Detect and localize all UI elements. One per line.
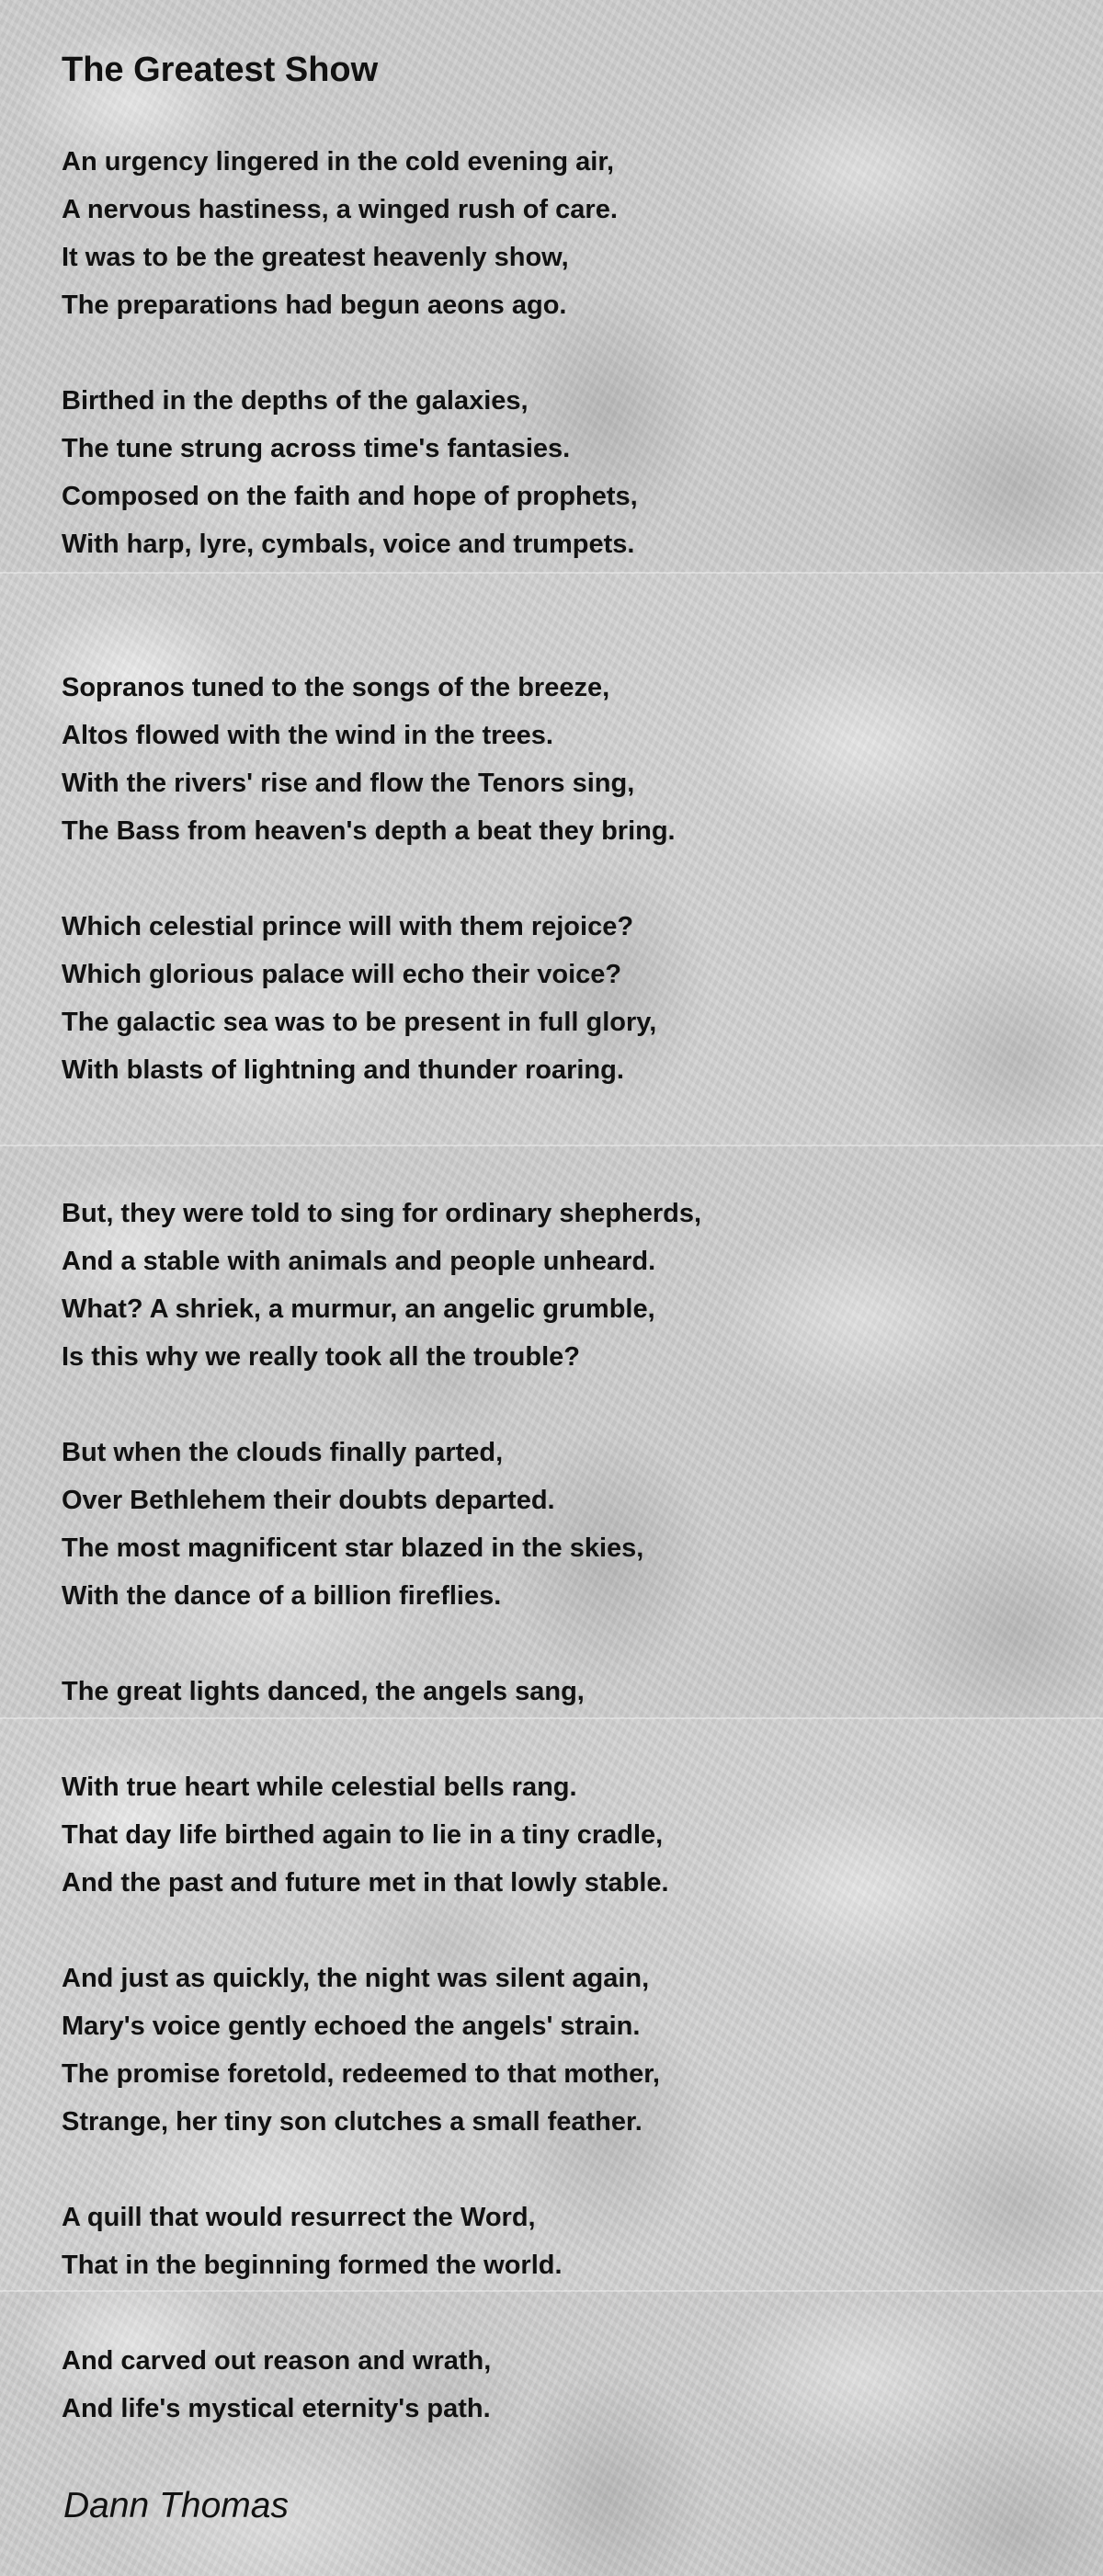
poem-line: With the dance of a billion fireflies. [62,1581,502,1611]
poem-line: Is this why we really took all the trouble? [62,1342,581,1372]
poem-line: Composed on the faith and hope of prophets, [62,482,638,511]
panel-seam [0,1145,1103,1146]
poem-line: The galactic sea was to be present in full glory, [62,1008,657,1037]
poem-line: And just as quickly, the night was silent again, [62,1964,650,1993]
poem-line: And the past and future met in that lowly stable. [62,1868,669,1898]
poem-line: It was to be the greatest heavenly show, [62,243,569,272]
poem-line: Over Bethlehem their doubts departed. [62,1486,555,1515]
background-panel [0,2291,1103,2576]
poem-author: Dann Thomas [63,2486,289,2525]
poem-line: With true heart while celestial bells rang. [62,1772,577,1802]
poem-line: The great lights danced, the angels sang, [62,1677,585,1706]
poem-line: Which celestial prince will with them rejoice? [62,912,634,941]
poem-line: Sopranos tuned to the songs of the breeze, [62,673,610,702]
poem-title: The Greatest Show [62,51,379,89]
poem-line: With harp, lyre, cymbals, voice and trumpets. [62,530,635,559]
panel-seam [0,1717,1103,1719]
poem-line: A quill that would resurrect the Word, [62,2203,536,2232]
poem-line: The Bass from heaven's depth a beat they bring. [62,816,676,846]
panel-seam [0,572,1103,574]
poem-line: With the rivers' rise and flow the Tenors sing, [62,769,635,798]
poem-line: Strange, her tiny son clutches a small feather. [62,2107,642,2137]
poem-line: The preparations had begun aeons ago. [62,291,567,320]
poem-line: But, they were told to sing for ordinary shepherds, [62,1199,702,1228]
poem-line: What? A shriek, a murmur, an angelic grumble, [62,1294,655,1324]
poem-line: Altos flowed with the wind in the trees. [62,721,553,750]
panel-seam [0,2290,1103,2292]
poem-line: And carved out reason and wrath, [62,2346,492,2376]
poem-line: But when the clouds finally parted, [62,1438,504,1467]
poem-line: Which glorious palace will echo their voice? [62,960,622,989]
poem-line: An urgency lingered in the cold evening air, [62,147,615,177]
poem-line: Mary's voice gently echoed the angels' strain. [62,2012,641,2041]
poem-line: And life's mystical eternity's path. [62,2394,491,2423]
poem-line: With blasts of lightning and thunder roaring. [62,1055,624,1085]
poem-line: The most magnificent star blazed in the skies, [62,1533,644,1563]
poem-line: And a stable with animals and people unheard. [62,1247,656,1276]
poem-line: The tune strung across time's fantasies. [62,434,571,463]
poem-line: A nervous hastiness, a winged rush of care. [62,195,618,224]
poem-line: The promise foretold, redeemed to that mother, [62,2059,660,2089]
poem-line: That in the beginning formed the world. [62,2251,563,2280]
poem-line: Birthed in the depths of the galaxies, [62,386,529,416]
poem-line: That day life birthed again to lie in a tiny cradle, [62,1820,664,1850]
